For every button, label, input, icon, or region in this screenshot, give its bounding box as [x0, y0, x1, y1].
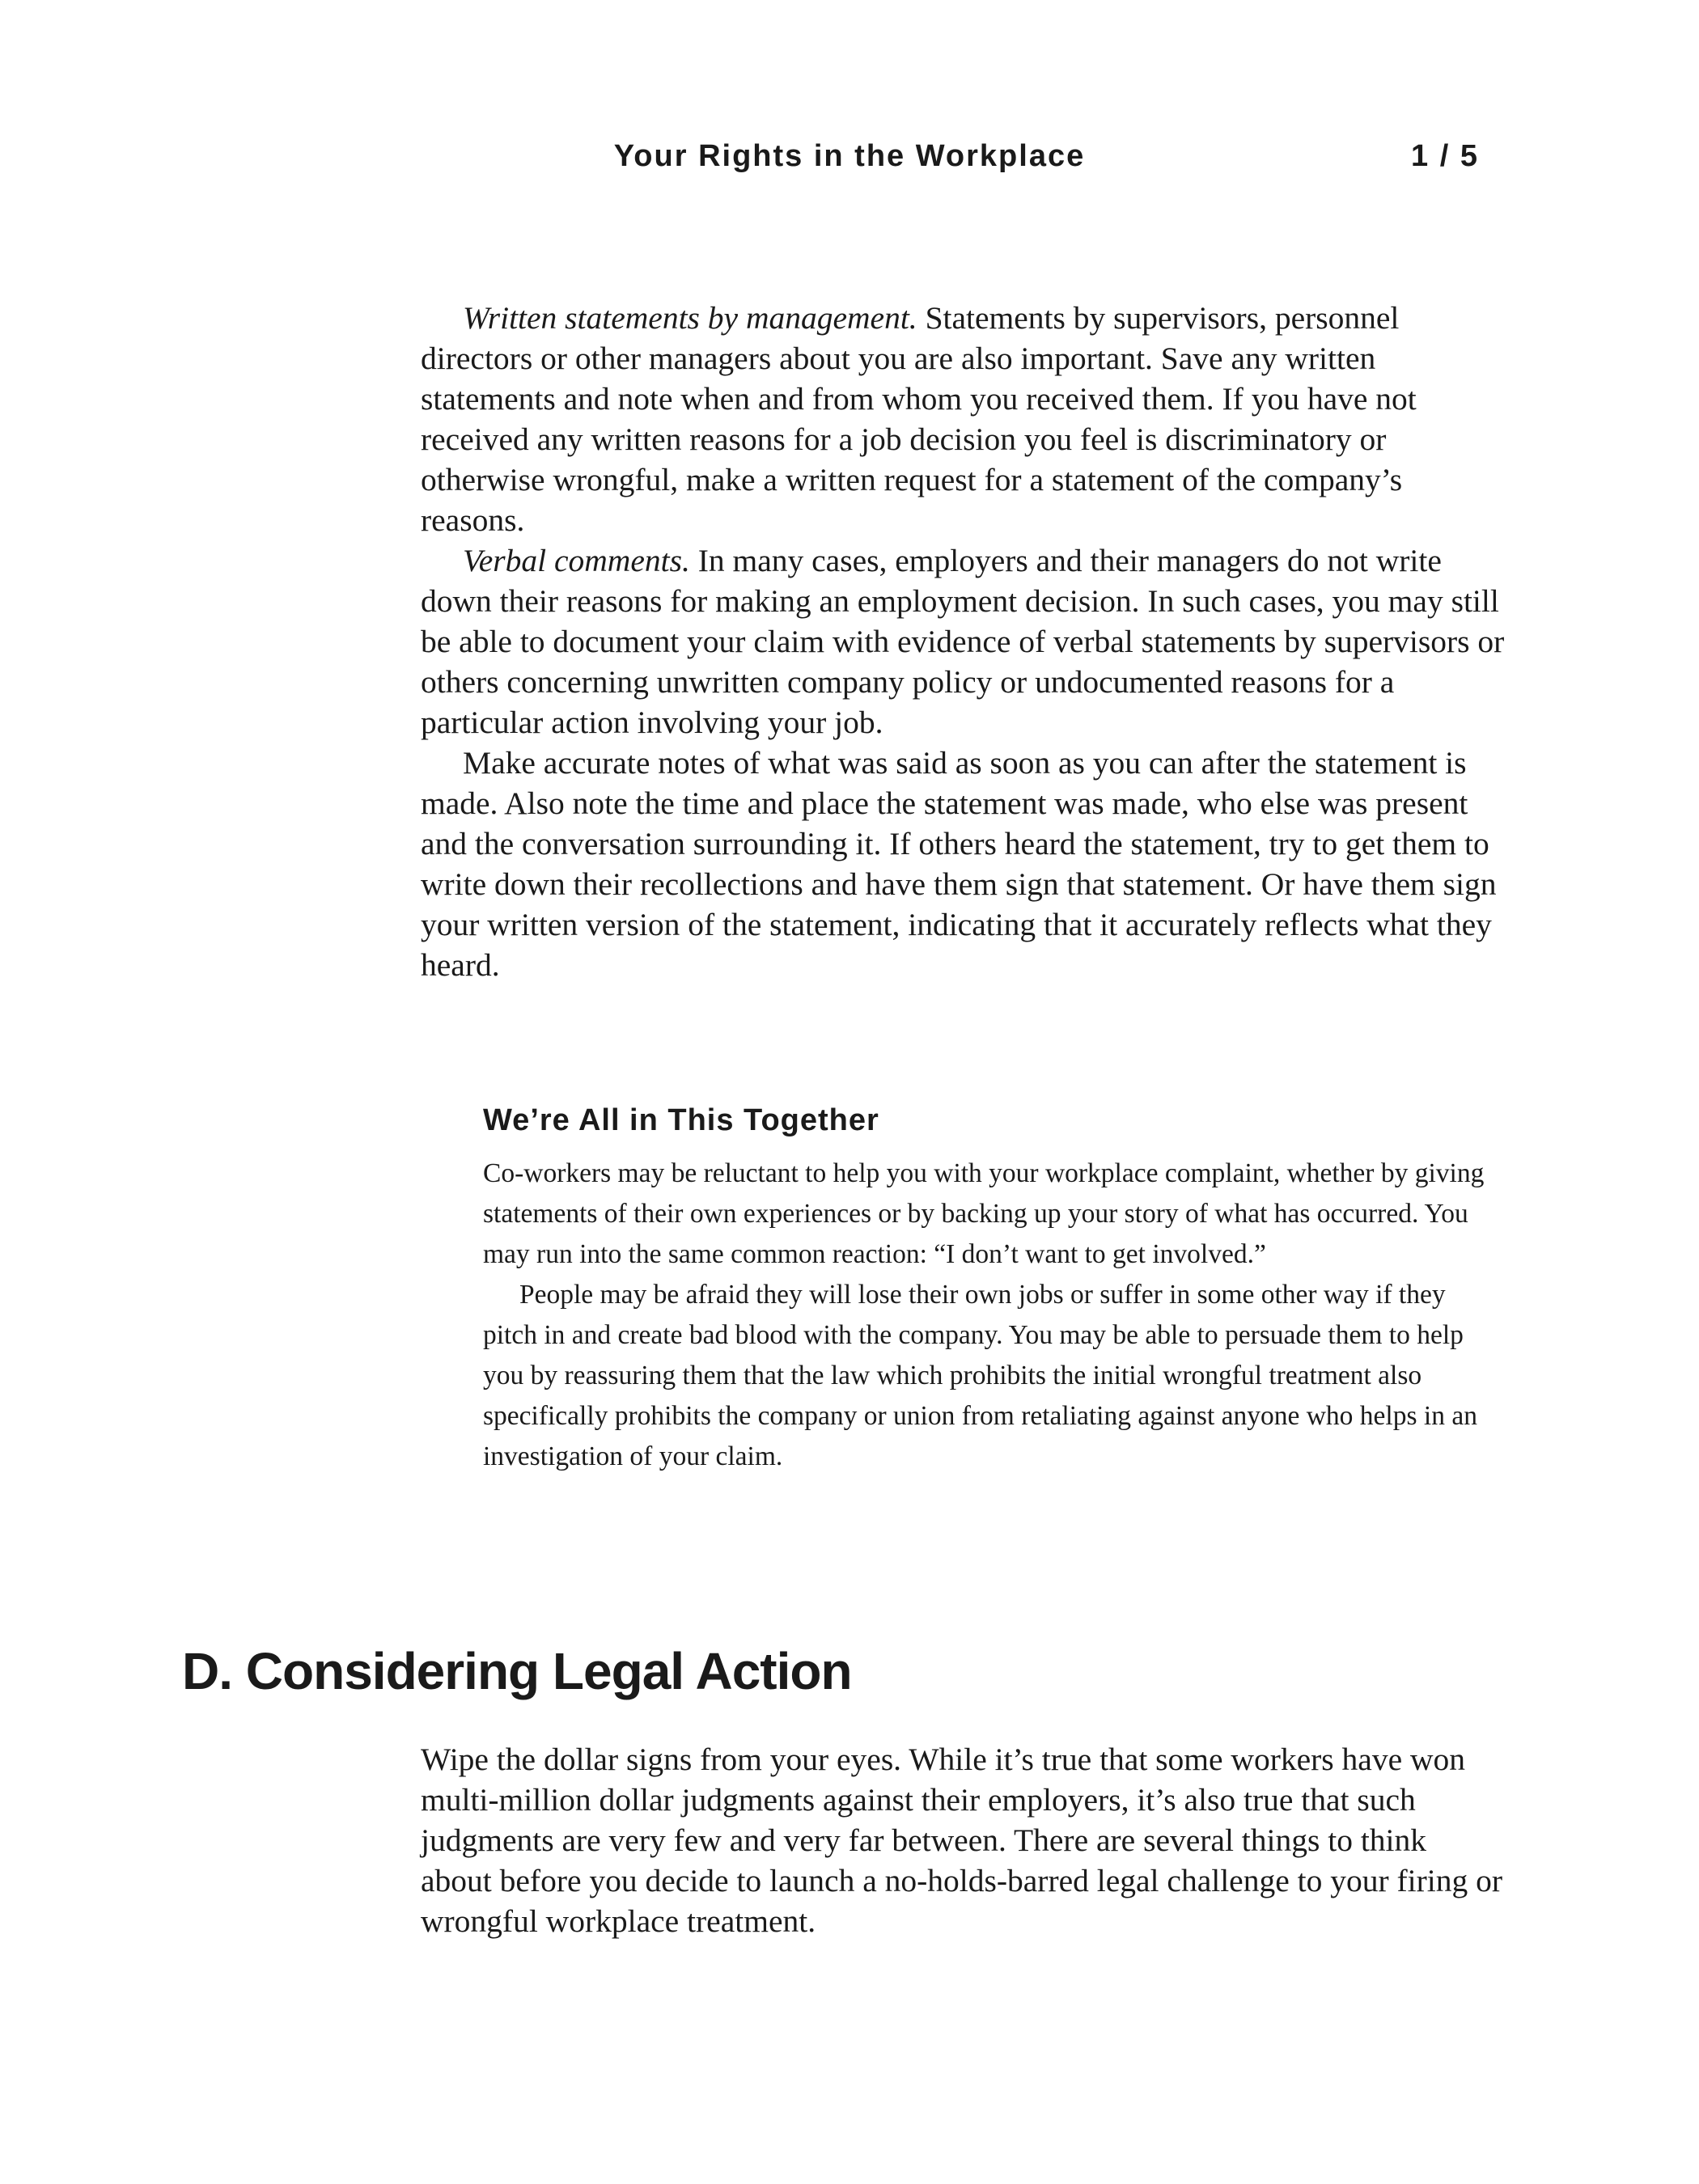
paragraph-text: In many cases, employers and their managers do not write down their reasons for making an employment decision. In such cases, you may still be able to document your claim with evidence of verbal statements by supervisors or others concerning unwritten company policy or undocumented reasons for a particular action involving your job.	[421, 543, 1505, 740]
paragraph-text: Statements by supervisors, personnel directors or other managers about you are also important. Save any written statements and note when and from whom you received them. If you have not received any written reasons for a job decision you feel is discriminatory or otherwise wrongful, make a written request for a statement of the company’s reasons.	[421, 300, 1417, 538]
sidebar-body	[483, 1153, 1486, 1477]
paragraph-accurate-notes: Make accurate notes of what was said as soon as you can after the statement is made. Also note the time and place the statement was made, who else was present and the conversation surrounding it. If others heard the statement, try to get them to write down their recollections and have them sign that statement. Or have them sign your written version of the statement, indicating that it accurately reflects what they heard.	[421, 745, 1497, 983]
paragraph-legal-action: Wipe the dollar signs from your eyes. While it’s true that some workers have won multi-million dollar judgments against their employers, it’s also true that such judgments are very few and very far between. There are several things to think about before you decide to launch a no-holds-barred legal challenge to your firing or wrongful workplace treatment.	[421, 1742, 1503, 1939]
running-head-title: Your Rights in the Workplace	[613, 139, 1086, 173]
paragraph-written-statements	[421, 298, 1505, 540]
sidebar-paragraph: Co-workers may be reluctant to help you with your workplace complaint, whether by giving statements of their own experiences or by backing up your story of what has occurred. You may run into the same common reaction: “I don’t want to get involved.”	[483, 1158, 1485, 1269]
sidebar-box	[483, 1100, 1486, 1477]
sidebar-title: We’re All in This Together	[483, 1103, 879, 1137]
section-body-text	[421, 1739, 1505, 1941]
section-heading: D. Considering Legal Action	[182, 1642, 852, 1700]
main-body-text	[421, 298, 1505, 985]
sidebar-paragraph: People may be afraid they will lose their own jobs or suffer in some other way if they pitch in and create bad blood with the company. You may be able to persuade them to help you by reassuring them that the law which prohibits the initial wrongful treatment also specifically prohibits the company or union from retaliating against anyone who helps in an investigation of your claim.	[483, 1280, 1477, 1471]
run-in-heading-verbal-comments: Verbal comments.	[463, 543, 690, 578]
paragraph-verbal-comments	[421, 540, 1505, 743]
running-header	[0, 139, 1699, 184]
page-number: 1 / 5	[1411, 139, 1479, 173]
run-in-heading-written-statements: Written statements by management.	[463, 300, 917, 336]
